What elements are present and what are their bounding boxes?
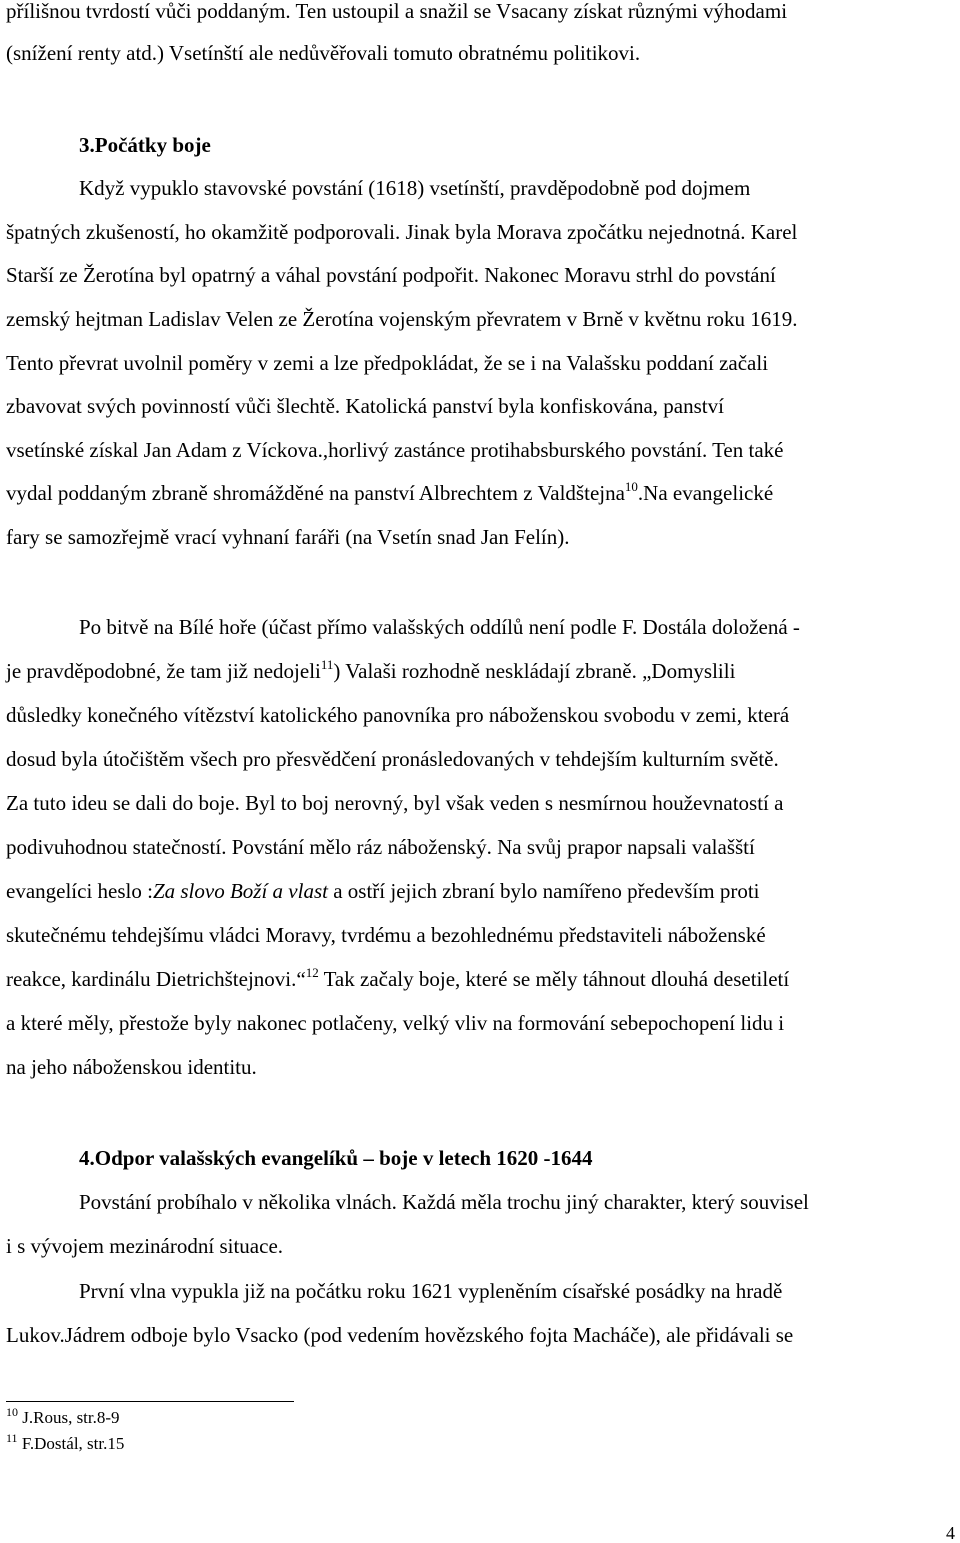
text-line: na jeho náboženskou identitu.: [6, 1055, 257, 1079]
footnote: [6, 1405, 120, 1429]
text-line: První vlna vypukla již na počátku roku 1621 vypleněním císařské posádky na hradě: [79, 1279, 783, 1303]
footnote-text: F.Dostál, str.15: [17, 1434, 125, 1453]
text-span: .Na evangelické: [637, 481, 774, 505]
text-line: [6, 878, 760, 904]
text-line: špatných zkušeností, ho okamžitě podporovali. Jinak byla Morava zpočátku nejednotná. Karel: [6, 220, 798, 244]
text-span: ) Valaši rozhodně neskládají zbraně. „Domyslili: [333, 659, 736, 683]
footnote-ref: 10: [624, 479, 638, 494]
text-line: Tento převrat uvolnil poměry v zemi a lze předpokládat, že se i na Valašsku poddaní začali: [6, 351, 769, 375]
footnote-number: 10: [6, 1405, 18, 1419]
text-span: vydal poddaným zbraně shromážděné na panství Albrechtem z Valdštejna: [6, 481, 625, 505]
text-line: Starší ze Žerotína byl opatrný a váhal povstání podpořit. Nakonec Moravu strhl do povstání: [6, 263, 776, 287]
text-line: [6, 658, 735, 687]
footnote-number: 11: [6, 1431, 18, 1445]
footnote-divider: [6, 1401, 294, 1402]
text-line: fary se samozřejmě vrací vyhnaní faráři (na Vsetín snad Jan Felín).: [6, 525, 570, 549]
text-line: Lukov.Jádrem odboje bylo Vsacko (pod vedením hovězského fojta Macháče), ale přidávali se: [6, 1323, 794, 1347]
text-line: zbavovat svých povinností vůči šlechtě. Katolická panství byla konfiskována, panství: [6, 394, 724, 418]
text-line: Povstání probíhalo v několika vlnách. Každá měla trochu jiný charakter, který souvisel: [79, 1190, 809, 1214]
text-span: reakce, kardinálu Dietrichštejnovi.“: [6, 967, 306, 991]
text-line: (snížení renty atd.) Vsetínští ale nedůvěřovali tomuto obratnému politikovi.: [6, 41, 641, 65]
text-span: a ostří jejich zbraní bylo namířeno především proti: [327, 879, 760, 903]
text-span: je pravděpodobné, že tam již nedojeli: [6, 659, 321, 683]
section-heading: 4.Odpor valašských evangelíků – boje v letech 1620 -1644: [79, 1146, 593, 1170]
footnote-text: J.Rous, str.8-9: [18, 1408, 120, 1427]
footnote-ref: 12: [305, 965, 319, 980]
text-line: a které měly, přestože byly nakonec potlačeny, velký vliv na formování sebepochopení lidu i: [6, 1011, 785, 1035]
footnote-ref: 11: [320, 657, 334, 672]
text-line: Když vypuklo stavovské povstání (1618) vsetínští, pravděpodobně pod dojmem: [79, 176, 751, 200]
text-line: [6, 966, 789, 995]
text-line: [6, 480, 773, 509]
text-line: skutečnému tehdejšímu vládci Moravy, tvrdému a bezohlednému představiteli náboženské: [6, 923, 766, 947]
section-heading: 3.Počátky boje: [79, 133, 211, 157]
footnote: [6, 1431, 125, 1455]
text-line: Za tuto ideu se dali do boje. Byl to boj nerovný, byl však veden s nesmírnou houževnatostí a: [6, 791, 784, 815]
text-span: evangelíci heslo :: [6, 879, 153, 903]
text-line: dosud byla útočištěm všech pro přesvědčení pronásledovaných v tehdejším kulturním světě.: [6, 747, 779, 771]
text-line: důsledky konečného vítězství katolického panovníka pro náboženskou svobodu v zemi, která: [6, 703, 790, 727]
text-line: zemský hejtman Ladislav Velen ze Žerotína vojenským převratem v Brně v květnu roku 1619.: [6, 307, 798, 331]
motto-italic: Za slovo Boží a vlast: [152, 879, 328, 903]
text-line: podivuhodnou statečností. Povstání mělo ráz náboženský. Na svůj prapor napsali valašští: [6, 835, 755, 859]
page-number: 4: [946, 1523, 955, 1543]
text-line: přílišnou tvrdostí vůči poddaným. Ten ustoupil a snažil se Vsacany získat různými výhodami: [6, 0, 788, 23]
text-line: Po bitvě na Bílé hoře (účast přímo valašských oddílů není podle F. Dostála doložená -: [79, 615, 800, 639]
text-span: Tak začaly boje, které se měly táhnout dlouhá desetiletí: [318, 967, 790, 991]
text-line: i s vývojem mezinárodní situace.: [6, 1234, 284, 1258]
text-line: vsetínské získal Jan Adam z Víckova.,horlivý zastánce protihabsburského povstání. Ten také: [6, 438, 784, 462]
